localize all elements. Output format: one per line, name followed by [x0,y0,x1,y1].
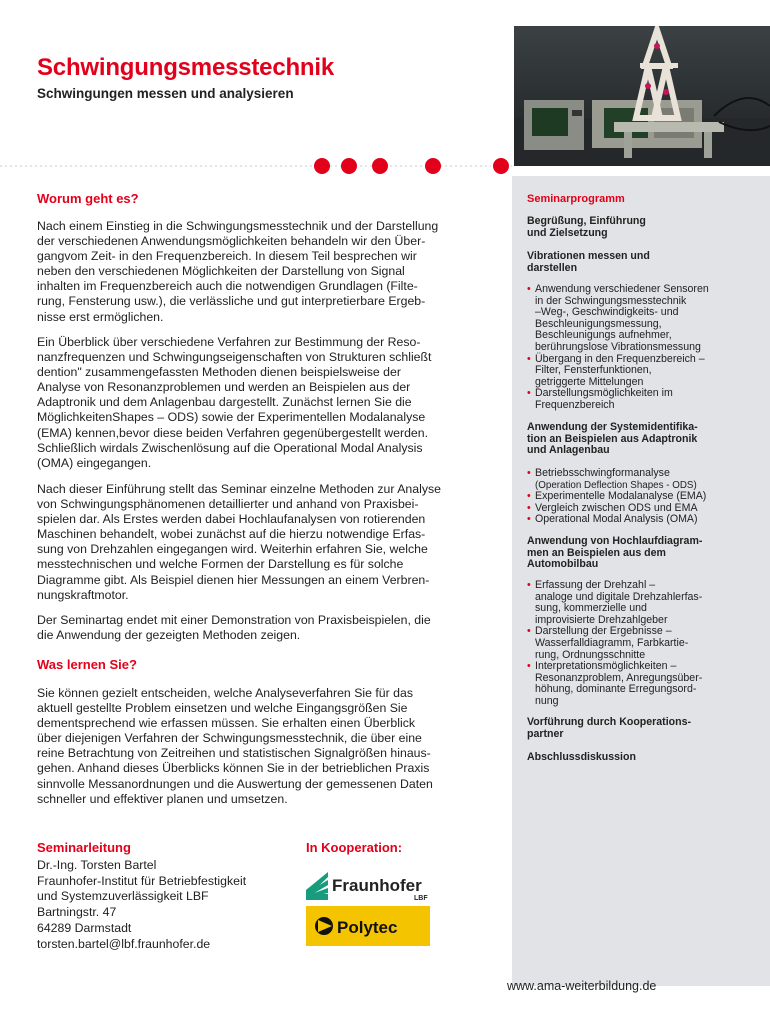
list-item: • Übergang in den Frequenzbereich – Filter, Fensterfunktionen, getriggerte Mittelungen [527,354,757,389]
paragraph-learn: Sie können gezielt entscheiden, welche Analyseverfahren Sie für das aktuell gestellte Problem einsetzen und welche Eingangsgrößen Sie dementsprechend wie erfassen müssen. Sie erhalten einen Überblick über diejenigen Verfahren der Schwingungsmesstechnik, die über eine reine Betrachtung von Zeitreihen und statistischen Signalgrößen hinaus- gehen. Anhand dieses Überblicks können Sie in der betrieblichen Praxis sinnvolle Messanordnungen und die Auswertung der gemessenen Daten schneller und effektiver planen und umsetzen. [37,686,433,806]
list-item-note: (Operation Deflection Shapes - ODS) [535,479,697,491]
program-item-demo: Vorführung durch Kooperations- partner [527,716,691,740]
red-dot-icon [425,158,441,174]
program-list-runup [527,580,757,708]
list-item: • Darstellungsmöglichkeiten im Frequenzbereich [527,388,757,411]
seminar-lead-address: Dr.-Ing. Torsten Bartel Fraunhofer-Institut für Betriebfestigkeit und Systemzuverlässigkeit LBF Bartningstr. 47 64289 Darmstadt torsten.bartel@lbf.fraunhofer.de [37,858,247,951]
list-item: • Operational Modal Analysis (OMA) [527,514,757,526]
email-link[interactable]: torsten.bartel@lbf.fraunhofer.de [37,936,211,951]
program-item-vibrations: Vibrationen messen und darstellen [527,250,650,274]
cooperation-heading: In Kooperation: [306,840,403,855]
polytec-logo [306,906,430,946]
program-item-system-identification: Anwendung der Systemidentifika- tion an Beispielen aus Adaptronik und Anlagenbau [527,421,698,457]
paragraph-methods: Nach dieser Einführung stellt das Seminar einzelne Methoden zur Analyse von Schwingungsphänomenen detaillierter und anhand von Praxisbei- spielen dar. Als Erstes werden dabei Hochlaufanalysen von rotierenden Maschinen behandelt, wobei zunächst auf die hierzu notwendige Erfas- sung von Drehzahlen eingegangen wird. Weiterhin erfahren Sie, welche messtechnischen und welche Formen der Darstellung es für solche Diagramme gibt. Als Beispiel dienen hier Messungen an einem Verbren- nungskraftmotor. [37,482,441,602]
list-item: • Anwendung verschiedener Sensoren in der Schwingungsmesstechnik –Weg-, Geschwindigkeits- und Beschleunigungsmessung, Beschleunigungs aufnehmer, berührungslose Vibrationsmessung [527,284,757,354]
paragraph-overview: Ein Überblick über verschiedene Verfahren zur Bestimmung der Reso- nanzfrequenzen und Schwingungseigenschaften von Strukturen schließt dention" zusammengefassten Methoden dienen beispielsweise der Analyse von Resonanzproblemen und werden an Beispielen aus der Adaptronik und dem Anlagenbau dargestellt. Zunächst lernen Sie die MöglichkeitenShapes – ODS) sowie der Experimentellen Modalanalyse (EMA) kennen,bevor diese beiden Verfahren gegenübergestellt werden. Schließlich wirdals Zwischenlösung auf die Operational Modal Analysis (OMA) eingegangen. [37,335,432,470]
program-item-runup: Anwendung von Hochlaufdiagram- men an Beispielen aus dem Automobilbau [527,535,703,571]
header-photo [514,26,770,166]
red-dot-icon [492,158,510,174]
website-link[interactable]: www.ama-weiterbildung.de [507,979,657,993]
list-item: • Darstellung der Ergebnisse – Wasserfalldiagramm, Farbkartie- rung, Ordnungsschnitte [527,626,757,661]
section-heading-what: Worum geht es? [37,191,139,206]
page-subtitle: Schwingungen messen und analysieren [37,86,294,101]
list-item: • Interpretationsmöglichkeiten – Resonanzproblem, Anregungsüber- höhung, dominante Erregungsord- nung [527,661,757,707]
program-item-welcome: Begrüßung, Einführung und Zielsetzung [527,215,646,239]
red-dot-icon [341,158,357,174]
program-item-closing: Abschlussdiskussion [527,751,636,763]
decorative-dot-line [0,158,770,174]
program-list-vibrations [527,284,757,412]
svg-text:Fraunhofer: Fraunhofer [332,876,422,895]
section-heading-learn: Was lernen Sie? [37,657,137,672]
paragraph-demo: Der Seminartag endet mit einer Demonstration von Praxisbeispielen, die die Anwendung der gezeigten Methoden zeigen. [37,613,431,643]
red-dot-icon [314,158,330,174]
paragraph-intro: Nach einem Einstieg in die Schwingungsmesstechnik und der Darstellung der verschiedenen Anwendungsmöglichkeiten behandeln wir den Über- gangvom Zeit- in den Frequenzbereich. In diesem Teil besprechen wir neben den verschiedenen Möglichkeiten der Darstellung von Signal inhalten im Frequenzbereich auch die notwendigen Grundlagen (Filte- rung, Fensterung usw.), die verlässliche und gut interpretierbare Ergeb- nisse erst ermöglichen. [37,219,439,324]
svg-text:LBF: LBF [414,895,428,902]
seminar-lead-heading: Seminarleitung [37,840,131,855]
list-item: • Erfassung der Drehzahl – analoge und digitale Drehzahlerfas- sung, kommerzielle und improvisierte Drehzahlgeber [527,580,757,626]
sidebar-heading: Seminarprogramm [527,193,625,205]
list-item: • Experimentelle Modalanalyse (EMA) [527,491,757,503]
red-dot-icon [372,158,388,174]
page-title: Schwingungsmesstechnik [37,54,335,81]
list-item: • Betriebsschwingformanalyse (Operation Deflection Shapes - ODS) [527,468,757,491]
list-item: • Vergleich zwischen ODS und EMA [527,503,757,515]
fraunhofer-logo [306,868,430,902]
svg-text:Polytec: Polytec [337,918,398,937]
program-list-system-identification [527,468,757,526]
